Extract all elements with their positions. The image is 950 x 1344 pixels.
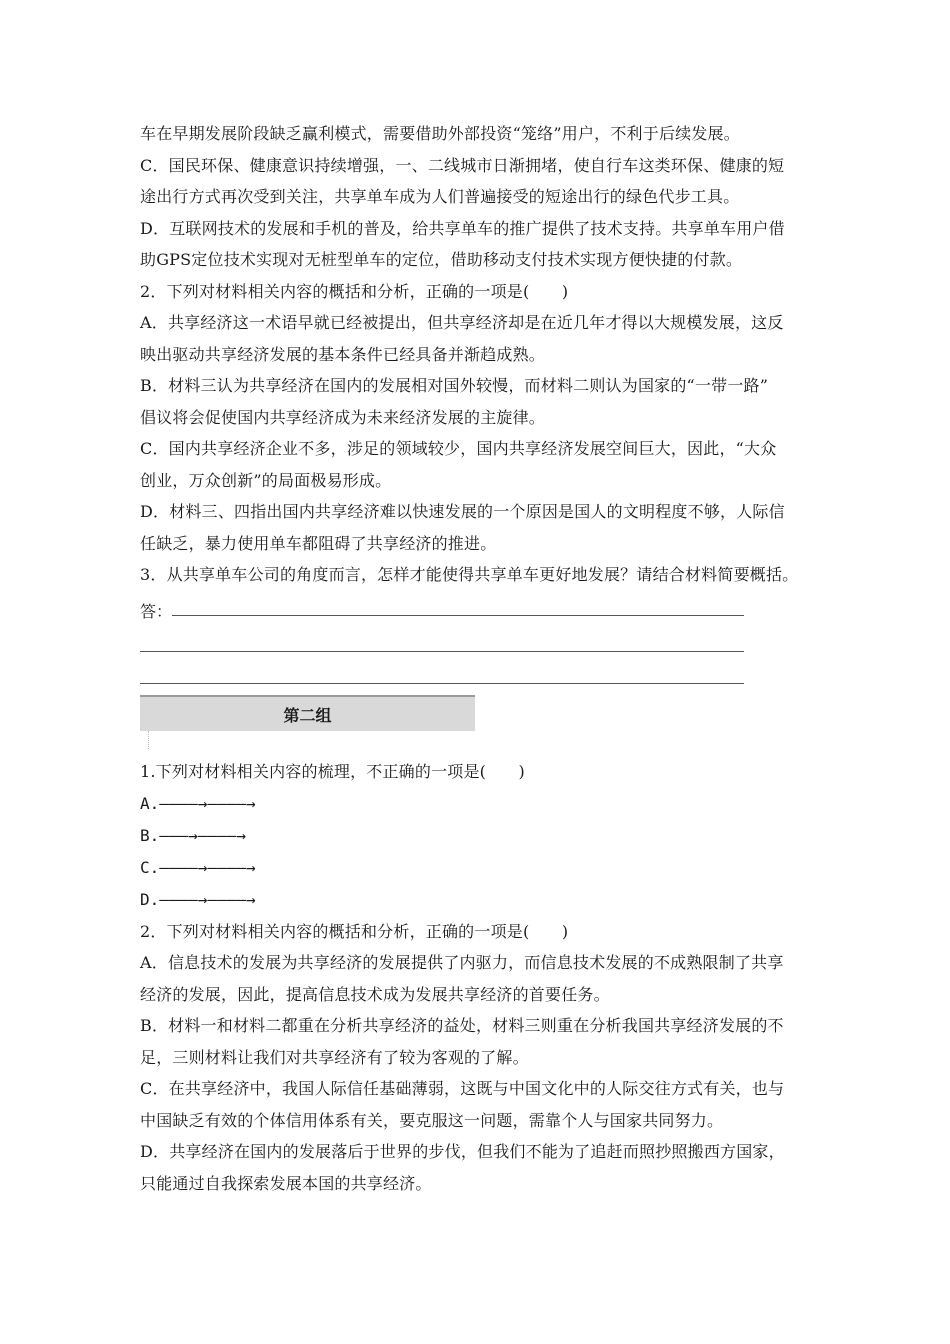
text-line: 任缺乏，暴力使用单车都阻碍了共享经济的推进。 xyxy=(140,533,497,553)
group2-text xyxy=(140,756,812,1199)
divider xyxy=(148,731,150,749)
option-a: A．信息技术的发展为共享经济的发展提供了内驱力，而信息技术发展的不成熟限制了共享 xyxy=(140,953,784,972)
option-c: C．国内共享经济企业不多，涉足的领域较少，国内共享经济发展空间巨大，因此，“大众 xyxy=(140,439,777,458)
option-d: D．互联网技术的发展和手机的普及，给共享单车的推广提供了技术支持。共享单车用户借 xyxy=(140,218,785,238)
option-d: D．材料三、四指出国内共享经济难以快速发展的一个原因是国人的文明程度不够，人际信 xyxy=(140,502,785,521)
text-line: 助GPS定位技术实现对无桩型单车的定位，借助移动支付技术实现方便快捷的付款。 xyxy=(140,250,743,269)
option-a: A．共享经济这一术语早就已经被提出，但共享经济却是在近几年才得以大规模发展，这反 xyxy=(140,313,784,332)
answer-label: 答： xyxy=(140,602,173,621)
option-b: B．材料三认为共享经济在国内的发展相对国外较慢，而材料二则认为国家的“一带一路” xyxy=(140,376,769,395)
question-2: 2．下列对材料相关内容的概括和分析，正确的一项是( ) xyxy=(140,281,569,301)
section-title: 第二组 xyxy=(283,705,332,725)
text-line: 中国缺乏有效的个体信用体系有关，要克服这一问题，需靠个人与国家共同努力。 xyxy=(140,1110,724,1130)
text-line: 途出行方式再次受到关注，共享单车成为人们普遍接受的短途出行的绿色代步工具。 xyxy=(140,187,740,206)
text-line: 只能通过自我探索发展本国的共享经济。 xyxy=(140,1173,432,1193)
text-line: 经济的发展，因此，提高信息技术成为发展共享经济的首要任务。 xyxy=(140,984,610,1004)
option-b: B．材料一和材料二都重在分析共享经济的益处，材料三则重在分析我国共享经济发展的不 xyxy=(140,1016,784,1035)
option-d: D．共享经济在国内的发展落后于世界的步伐，但我们不能为了追赶而照抄照搬西方国家， xyxy=(140,1142,785,1161)
question-2: 2．下列对材料相关内容的概括和分析，正确的一项是( ) xyxy=(140,921,569,941)
answer-blank-line[interactable] xyxy=(140,682,744,684)
option-a: A.――――→――――→ xyxy=(140,793,256,813)
text-line: 映出驱动共享经济发展的基本条件已经具备并渐趋成熟。 xyxy=(140,344,546,364)
option-d: D.――――→――――→ xyxy=(140,889,256,909)
answer-blank-line[interactable] xyxy=(140,650,744,652)
question-1: 1.下列对材料相关内容的梳理，不正确的一项是( ) xyxy=(140,762,525,781)
text-line: 倡议将会促使国内共享经济成为未来经济发展的主旋律。 xyxy=(140,407,546,427)
option-c: C．在共享经济中，我国人际信任基础薄弱，这既与中国文化中的人际交往方式有关，也与 xyxy=(140,1079,785,1098)
group1-text xyxy=(140,118,812,622)
answer-line[interactable] xyxy=(172,597,744,616)
option-c: C．国民环保、健康意识持续增强，一、二线城市日渐拥堵，使自行车这类环保、健康的短 xyxy=(140,155,785,175)
text-line: 足，三则材料让我们对共享经济有了较为客观的了解。 xyxy=(140,1047,529,1067)
option-c: C.――――→――――→ xyxy=(140,857,256,877)
question-3: 3．从共享单车公司的角度而言，怎样才能使得共享单车更好地发展？请结合材料简要概括。 xyxy=(140,565,799,584)
answer-row xyxy=(140,591,812,623)
text-line: 车在早期发展阶段缺乏赢利模式，需要借助外部投资“笼络”用户，不利于后续发展。 xyxy=(140,124,740,143)
option-b: B.―――→――――→ xyxy=(140,825,246,845)
section-header xyxy=(140,695,475,731)
text-line: 创业，万众创新”的局面极易形成。 xyxy=(140,470,392,490)
